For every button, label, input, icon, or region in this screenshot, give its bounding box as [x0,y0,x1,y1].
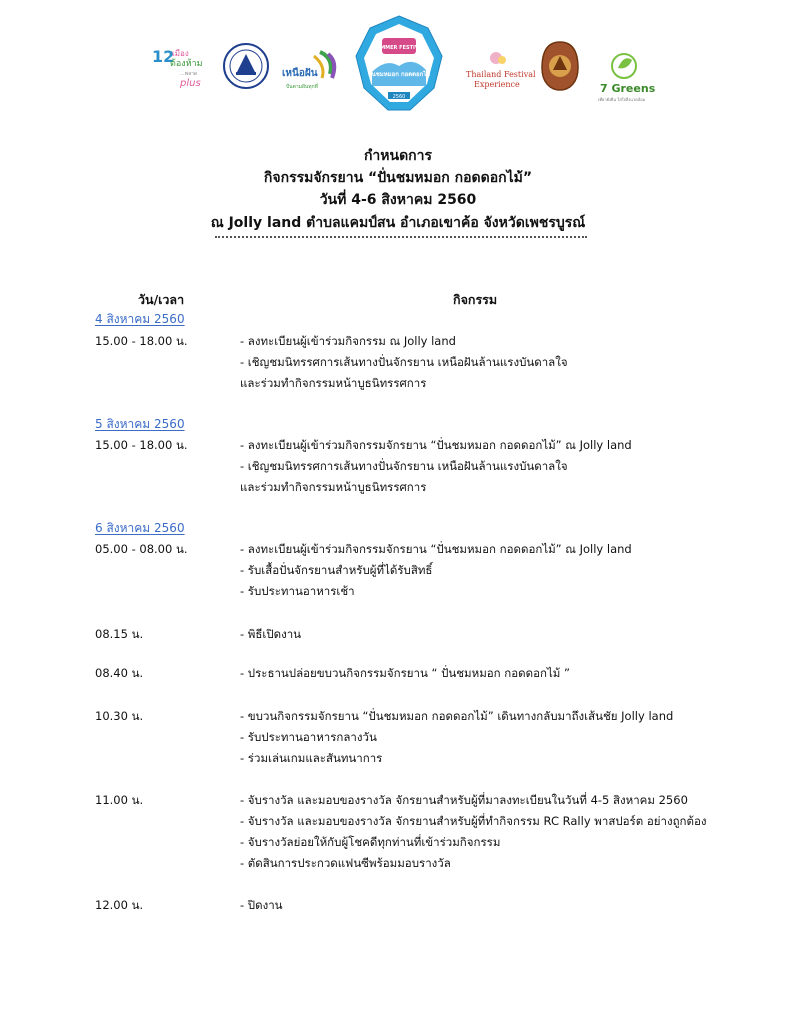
column-header-activity: กิจกรรม [453,292,498,307]
activity-line: - จับรางวัลย่อยให้กับผู้โชคดีทุกท่านที่เข้าร่วมกิจกรรม [240,835,501,849]
main-logo-year: 2560 [392,94,406,100]
column-header-time: วัน/เวลา [138,292,185,307]
activity-line: - ตัดสินการประกวดแฟนซีพร้อมมอบรางวัล [240,856,451,870]
event-dates: วันที่ 4-6 สิงหาคม 2560 [319,192,477,208]
activity-line: - จับรางวัล และมอบของรางวัล จักรยานสำหรับผู้ที่มาลงทะเบียนในวันที่ 4-5 สิงหาคม 2560 [240,793,688,807]
festival-experience-logo [466,50,536,90]
time-slot: 11.00 น. [95,793,144,807]
activity-line: และร่วมทำกิจกรรมหน้าบูธนิทรรศการ [240,376,427,390]
svg-text:ต้องห้าม: ต้องห้าม [170,59,203,69]
seven-greens-leaf-icon [598,52,654,82]
svg-text:plus: plus [180,78,201,89]
time-slot: 10.30 น. [95,709,144,723]
festival-main-logo [352,14,446,114]
festival-experience-line2: Experience [474,80,520,89]
activity-line: - รับประทานอาหารกลางวัน [240,730,377,744]
date-label-day1: 4 สิงหาคม 2560 [95,312,185,326]
date-label-day3: 6 สิงหาคม 2560 [95,521,185,535]
seven-greens-sub: เที่ยวยั่งยืน ใส่ใจสิ่งแวดล้อม [598,97,646,102]
activity-line: - ประธานปล่อยขบวนกิจกรรมจักรยาน “ ปั่นชมหมอก กอดดอกไม้ ” [240,666,570,680]
activity-line: - ลงทะเบียนผู้เข้าร่วมกิจกรรม ณ Jolly land [240,334,456,348]
time-slot: 08.15 น. [95,627,144,641]
activity-line: - ลงทะเบียนผู้เข้าร่วมกิจกรรมจักรยาน “ปั่นชมหมอก กอดดอกไม้” ณ Jolly land [240,542,632,556]
activity-line: และร่วมทำกิจกรรมหน้าบูธนิทรรศการ [240,480,427,494]
time-slot: 12.00 น. [95,898,144,912]
svg-text:12: 12 [152,47,175,66]
tat-logo [222,42,270,90]
svg-text:...พลาด: ...พลาด [180,71,198,77]
svg-text:ปั่นตามฝันทุกที่: ปั่นตามฝันทุกที่ [286,84,318,90]
date-label-day2: 5 สิงหาคม 2560 [95,417,185,431]
svg-text:เมือง: เมือง [172,49,189,58]
dream-logo-graphic [280,48,348,92]
activity-line: - รับประทานอาหารเช้า [240,584,355,598]
amazing-thailand-logo-graphic [150,44,210,90]
activity-line: - เชิญชมนิทรรศการเส้นทางปั่นจักรยาน เหนือฝันล้านแรงบันดาลใจ [240,355,568,369]
dotted-divider [215,236,587,238]
umbrella-logo-graphic [352,14,446,114]
activity-line: - จับรางวัล และมอบของรางวัล จักรยานสำหรับผู้ที่ทำกิจกรรม RC Rally พาสปอร์ต อย่างถูกต้อง [240,814,707,828]
provincial-seal-logo [540,40,580,92]
activity-line: - ขบวนกิจกรรมจักรยาน “ปั่นชมหมอก กอดดอกไม้” เดินทางกลับมาถึงเส้นชัย Jolly land [240,709,674,723]
time-slot: 15.00 - 18.00 น. [95,438,188,452]
event-name: กิจกรรมจักรยาน “ปั่นชมหมอก กอดดอกไม้” [263,170,533,186]
festival-experience-line1: Thailand Festival [466,70,536,79]
activity-line: - รับเสื้อปั่นจักรยานสำหรับผู้ที่ได้รับสิทธิ์ [240,563,433,577]
logo-row [0,14,796,114]
seal-icon [540,40,580,92]
activity-line: - ร่วมเล่นเกมและสันทนาการ [240,751,383,765]
activity-line: - เชิญชมนิทรรศการเส้นทางปั่นจักรยาน เหนือฝันล้านแรงบันดาลใจ [240,459,568,473]
main-logo-top-text: SUMMER FESTIVAL [372,45,426,51]
seven-greens-title: 7 Greens [600,82,656,95]
seven-greens-logo [598,52,654,102]
schedule-title: กำหนดการ [363,148,433,164]
activity-line: - พิธีเปิดงาน [240,627,302,641]
activity-line: - ลงทะเบียนผู้เข้าร่วมกิจกรรมจักรยาน “ปั่นชมหมอก กอดดอกไม้” ณ Jolly land [240,438,632,452]
amazing-thailand-logo [150,44,210,90]
time-slot: 15.00 - 18.00 น. [95,334,188,348]
svg-text:เหนือฝัน: เหนือฝัน [282,68,318,79]
time-slot: 05.00 - 08.00 น. [95,542,188,556]
dream-logo [280,48,348,92]
event-location: ณ Jolly land ตำบลแคมป์สน อำเภอเขาค้อ จังหวัดเพชรบูรณ์ [210,215,586,231]
activity-line: - ปิดงาน [240,898,283,912]
main-logo-title: ปั่นชมหมอก กอดดอกไม้ [367,71,431,78]
tat-logo-graphic [222,42,270,90]
time-slot: 08.40 น. [95,666,144,680]
